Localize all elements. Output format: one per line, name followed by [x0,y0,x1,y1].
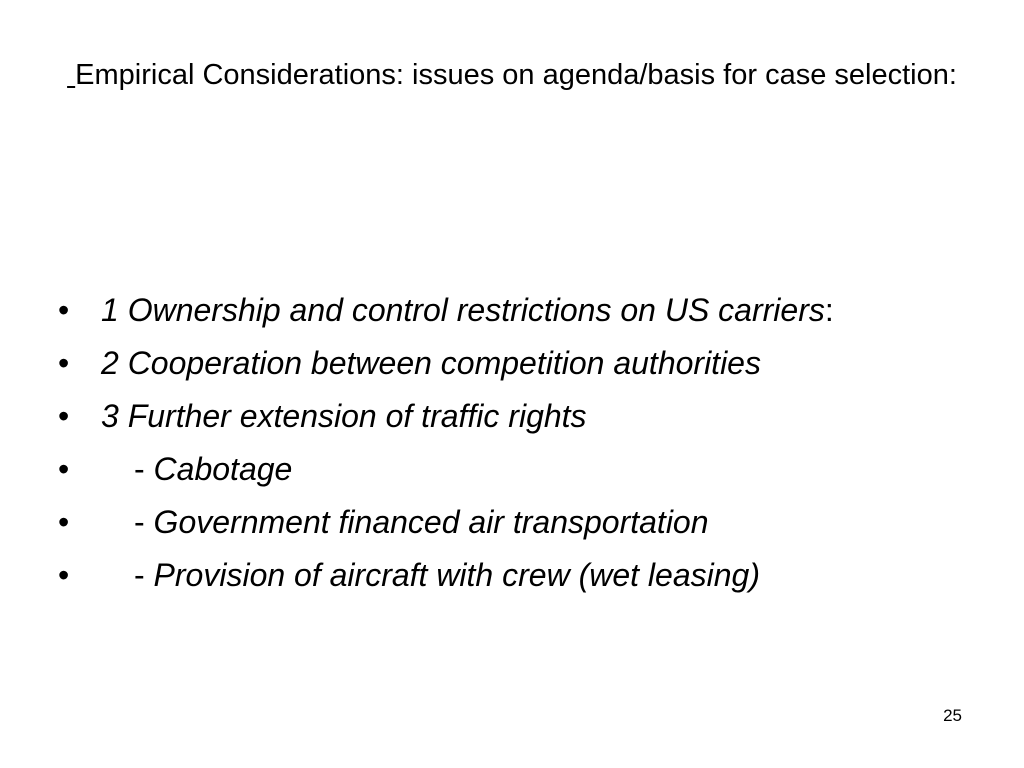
bullet-text: Government financed air transportation [153,504,709,540]
list-item [58,555,978,595]
bullet-marker: • [58,504,70,540]
title-underline-mark [67,59,75,91]
bullet-marker: • [58,557,70,593]
bullet-marker: • [58,398,70,434]
title-text: Empirical Considerations: issues on agenda/basis for case selection: [75,59,957,91]
bullet-text: Cabotage [153,451,293,487]
sub-bullet-dash: - [134,557,154,593]
slide-title [40,56,984,94]
bullet-text: 1 Ownership and control restrictions on US carriers [101,292,825,328]
list-item [58,502,978,542]
list-item [58,449,978,489]
bullet-suffix: : [824,292,834,328]
page-number: 25 [943,706,962,725]
bullet-text: 2 Cooperation between competition authorities [101,345,761,381]
list-item [58,290,978,330]
bullet-marker: • [58,292,70,328]
bullet-list [58,290,978,608]
sub-bullet-dash: - [134,504,154,540]
bullet-marker: • [58,345,70,381]
bullet-text: Provision of aircraft with crew (wet leasing) [153,557,760,593]
bullet-marker: • [58,451,70,487]
list-item [58,396,978,436]
sub-bullet-dash: - [134,451,154,487]
list-item [58,343,978,383]
bullet-text: 3 Further extension of traffic rights [101,398,587,434]
